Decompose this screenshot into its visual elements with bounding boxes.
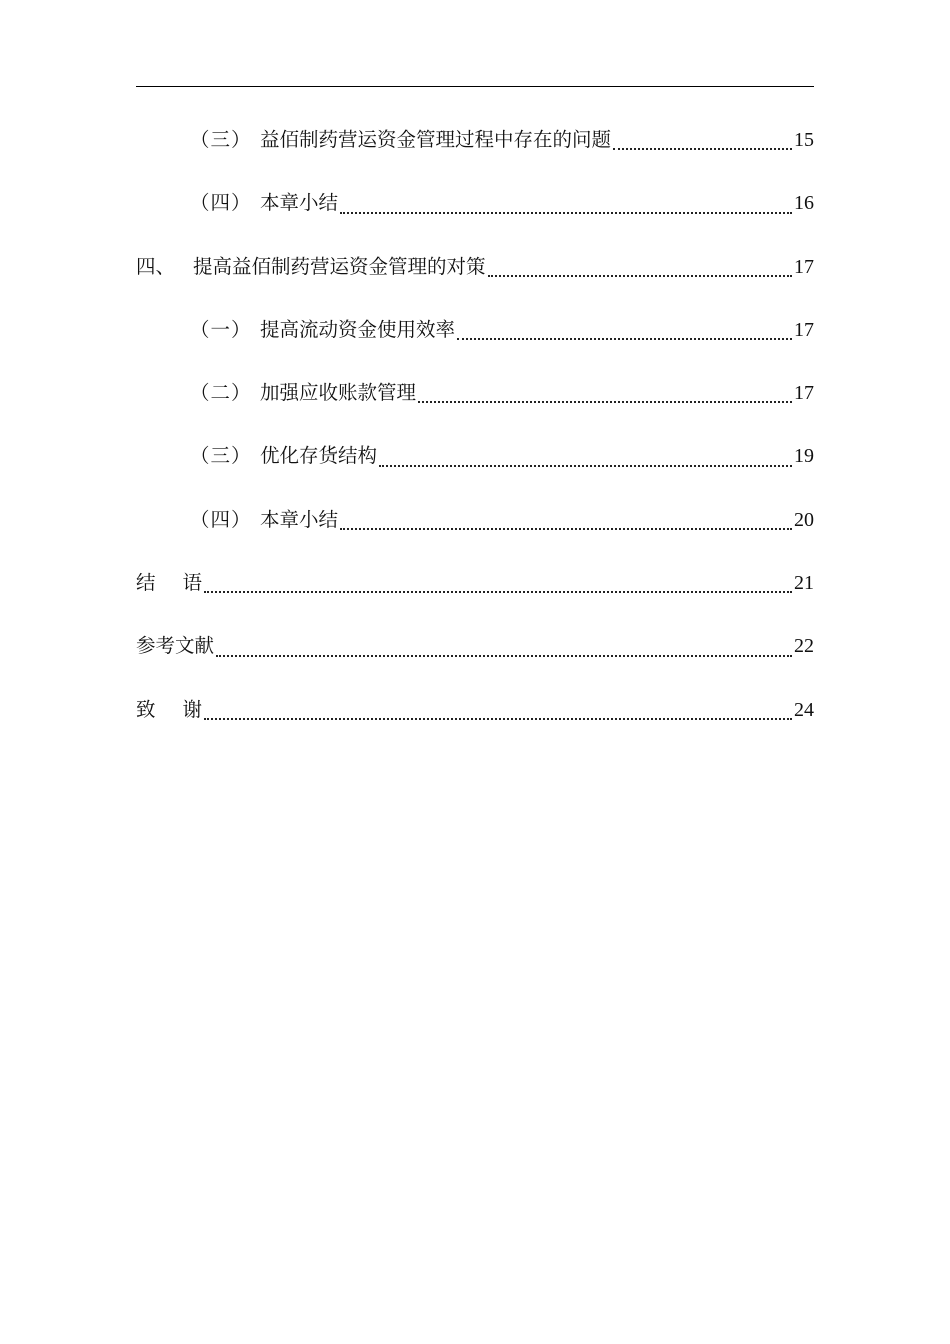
toc-entry-number: 四、: [136, 254, 176, 278]
table-of-contents: [136, 108, 814, 741]
toc-entry-title: 参考文献: [136, 634, 215, 658]
toc-entry-number: （四）: [190, 191, 252, 215]
toc-entry[interactable]: [136, 361, 814, 424]
toc-page-number: 22: [794, 635, 814, 658]
toc-entry[interactable]: [136, 171, 814, 234]
toc-dot-leader: [457, 337, 792, 340]
toc-entry-title: 优化存货结构: [260, 444, 378, 468]
toc-page-number: 21: [794, 572, 814, 595]
toc-entry-title: 提高益佰制药营运资金管理的对策: [193, 254, 486, 278]
toc-entry[interactable]: [136, 551, 814, 614]
toc-page-number: 17: [794, 255, 814, 278]
toc-entry[interactable]: [136, 614, 814, 677]
toc-dot-leader: [204, 590, 792, 593]
toc-page-number: 17: [794, 382, 814, 405]
toc-entry-number: （一）: [190, 317, 252, 341]
toc-entry-title: 结语: [136, 571, 203, 595]
toc-entry[interactable]: [136, 488, 814, 551]
toc-dot-leader: [216, 654, 792, 657]
toc-entry-title: 提高流动资金使用效率: [260, 317, 456, 341]
toc-dot-leader: [418, 400, 792, 403]
header-rule: [136, 86, 814, 87]
toc-page-number: 16: [794, 192, 814, 215]
toc-dot-leader: [204, 717, 792, 720]
toc-entry-number: （四）: [190, 507, 252, 531]
toc-entry[interactable]: [136, 298, 814, 361]
toc-page-number: 15: [794, 129, 814, 151]
toc-entry-title: 致谢: [136, 697, 203, 721]
toc-page-number: 19: [794, 445, 814, 468]
toc-page-number: 17: [794, 318, 814, 341]
toc-entry-number: （二）: [190, 381, 252, 405]
toc-entry[interactable]: [136, 108, 814, 171]
toc-entry-title: 益佰制药营运资金管理过程中存在的问题: [260, 128, 612, 151]
toc-dot-leader: [340, 211, 792, 214]
toc-entry-number: （三）: [190, 128, 252, 151]
toc-entry-title: 本章小结: [260, 191, 339, 215]
toc-entry[interactable]: [136, 424, 814, 487]
toc-entry-title: 本章小结: [260, 507, 339, 531]
toc-dot-leader: [613, 147, 792, 150]
toc-page-number: 24: [794, 698, 814, 721]
toc-entry-title: 加强应收账款管理: [260, 381, 417, 405]
toc-dot-leader: [340, 527, 792, 530]
toc-dot-leader: [379, 464, 792, 467]
toc-entry[interactable]: [136, 235, 814, 298]
toc-page-number: 20: [794, 508, 814, 531]
toc-entry-number: （三）: [190, 444, 252, 468]
toc-entry[interactable]: [136, 678, 814, 741]
toc-dot-leader: [488, 274, 792, 277]
